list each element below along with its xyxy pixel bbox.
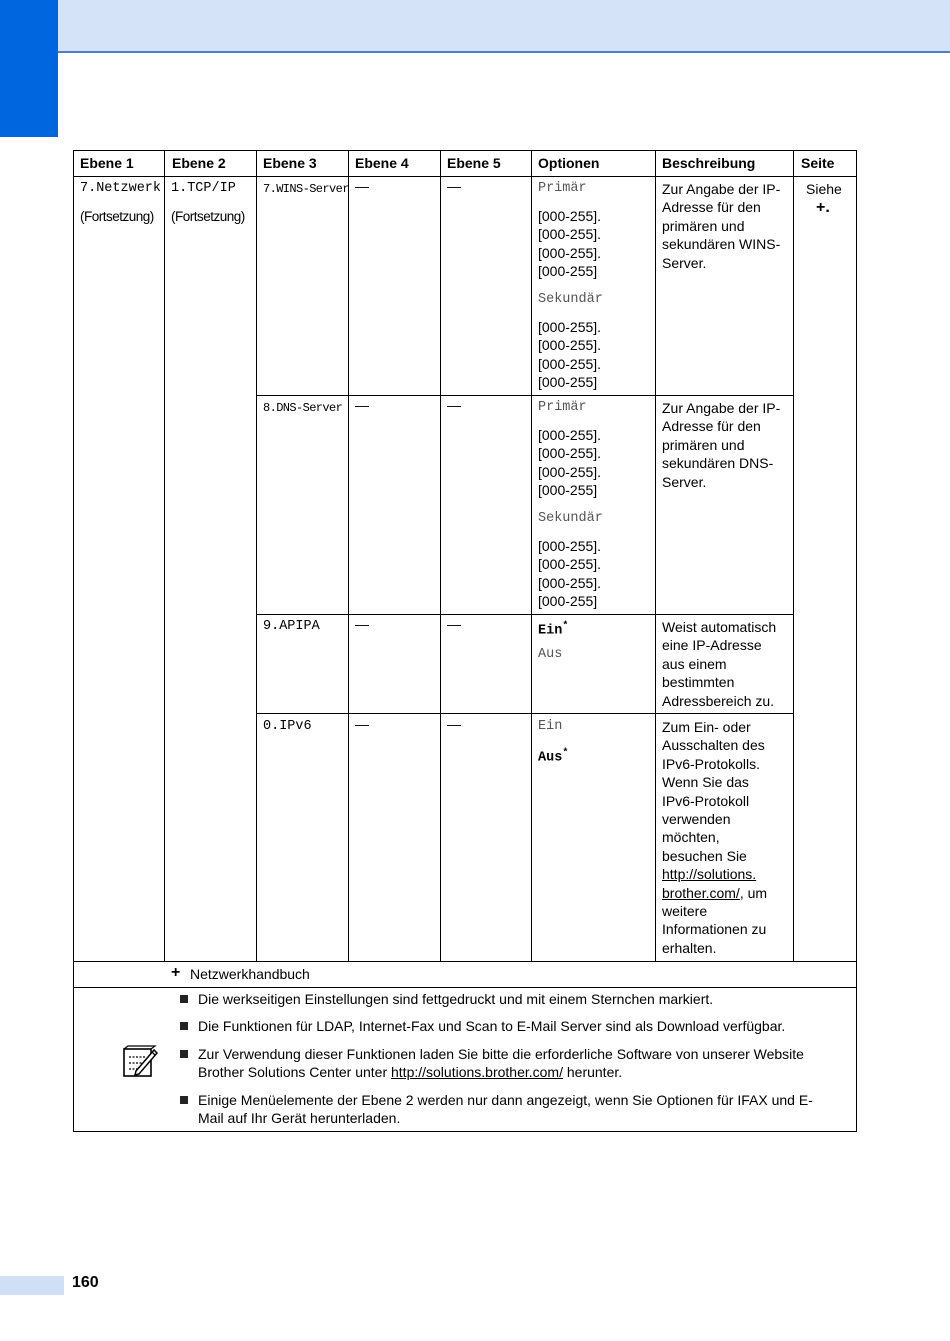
description-line: Zur Angabe der IP- bbox=[662, 181, 781, 197]
ebene5-dash: — bbox=[447, 616, 461, 632]
option-range: [000-255] bbox=[538, 374, 598, 391]
description-line: Weist automatisch bbox=[662, 619, 777, 635]
ebene5-dash: — bbox=[447, 397, 461, 413]
row-divider bbox=[256, 395, 794, 396]
column-divider bbox=[440, 150, 441, 962]
note-text: Einige Menüelemente der Ebene 2 werden nur dann angezeigt, wenn Sie Optionen für IFAX und E- bbox=[198, 1092, 813, 1108]
description-line: brother.com/, um bbox=[662, 884, 768, 901]
note-text: Die Funktionen für LDAP, Internet-Fax und Scan to E-Mail Server sind als Download verfügbar. bbox=[198, 1018, 786, 1034]
column-divider bbox=[164, 150, 165, 962]
description-line: Server. bbox=[662, 473, 707, 490]
ebene2-code: 1.TCP/IP bbox=[171, 181, 236, 196]
chapter-tab bbox=[0, 0, 58, 137]
option-aus-default: Aus* bbox=[538, 748, 569, 766]
note-text: Mail auf Ihr Gerät herunterladen. bbox=[198, 1110, 401, 1127]
description-line: Adressbereich zu. bbox=[662, 692, 775, 709]
square-bullet-icon bbox=[180, 1022, 188, 1030]
ebene1-continued: (Fortsetzung) bbox=[80, 209, 154, 224]
page-number-band bbox=[0, 1276, 64, 1295]
option-range: [000-255]. bbox=[538, 337, 602, 354]
ebene4-dash: — bbox=[355, 178, 369, 194]
note-text: Brother Solutions Center unter http://solutions.brother.com/ herunter. bbox=[198, 1064, 623, 1081]
header-seite: Seite bbox=[801, 155, 835, 171]
ebene2-continued: (Fortsetzung) bbox=[171, 209, 245, 224]
description-line: Wenn Sie das bbox=[662, 774, 749, 791]
header-ebene4: Ebene 4 bbox=[355, 155, 409, 171]
ebene4-dash: — bbox=[355, 616, 369, 632]
ebene3-wins-server: 7.WINS-Server bbox=[263, 182, 349, 196]
ebene1-code: 7.Netzwerk bbox=[80, 181, 162, 196]
solutions-link[interactable]: http://solutions. bbox=[662, 866, 757, 883]
header-band bbox=[0, 0, 950, 53]
column-divider bbox=[348, 150, 349, 962]
row-divider bbox=[256, 614, 794, 615]
square-bullet-icon bbox=[180, 1096, 188, 1104]
option-range: [000-255]. bbox=[538, 538, 602, 554]
description-line: weitere bbox=[662, 903, 708, 919]
header-ebene2: Ebene 2 bbox=[172, 155, 226, 171]
header-divider bbox=[73, 176, 857, 177]
option-range: [000-255]. bbox=[538, 556, 602, 573]
header-beschreibung: Beschreibung bbox=[662, 155, 756, 171]
option-range: [000-255]. bbox=[538, 427, 602, 443]
description-line: Informationen zu bbox=[662, 921, 767, 938]
note-box-divider bbox=[73, 987, 857, 988]
note-text: Die werkseitigen Einstellungen sind fettgedruckt und mit einem Sternchen markiert. bbox=[198, 991, 714, 1007]
square-bullet-icon bbox=[180, 1050, 188, 1058]
table-bottom-divider bbox=[73, 961, 857, 962]
description-line: Server. bbox=[662, 254, 707, 271]
ebene3-ipv6: 0.IPv6 bbox=[263, 719, 312, 734]
option-aus: Aus bbox=[538, 647, 563, 662]
header-ebene1: Ebene 1 bbox=[80, 155, 134, 171]
description-line: primären und bbox=[662, 217, 745, 234]
header-ebene3: Ebene 3 bbox=[263, 155, 317, 171]
option-sekundaer: Sekundär bbox=[538, 292, 603, 307]
option-range: [000-255]. bbox=[538, 355, 602, 372]
solutions-link[interactable]: brother.com/ bbox=[662, 884, 740, 901]
description-line: aus einem bbox=[662, 655, 727, 672]
column-divider bbox=[256, 150, 257, 962]
option-ein: Ein bbox=[538, 719, 563, 734]
option-primaer: Primär bbox=[538, 181, 587, 196]
option-range: [000-255]. bbox=[538, 319, 602, 335]
solutions-center-link[interactable]: http://solutions.brother.com/ bbox=[391, 1064, 563, 1081]
square-bullet-icon bbox=[180, 995, 188, 1003]
description-line: möchten, bbox=[662, 829, 720, 846]
option-range: [000-255]. bbox=[538, 208, 602, 224]
column-divider bbox=[793, 150, 794, 962]
network-manual-reference[interactable]: Netzwerkhandbuch bbox=[190, 966, 310, 982]
note-text: Zur Verwendung dieser Funktionen laden Sie bitte die erforderliche Software von unserer Website bbox=[198, 1046, 804, 1062]
option-sekundaer: Sekundär bbox=[538, 511, 603, 526]
column-divider bbox=[655, 150, 656, 962]
description-line: besuchen Sie bbox=[662, 847, 747, 864]
description-line: sekundären DNS- bbox=[662, 455, 774, 472]
seite-reference-icon: +. bbox=[816, 199, 830, 216]
option-range: [000-255] bbox=[538, 263, 598, 280]
note-pencil-icon bbox=[122, 1044, 158, 1078]
ebene5-dash: — bbox=[447, 716, 461, 732]
description-line: primären und bbox=[662, 436, 745, 453]
ebene3-dns-server: 8.DNS-Server bbox=[263, 401, 343, 415]
option-range: [000-255]. bbox=[538, 244, 602, 261]
option-range: [000-255]. bbox=[538, 445, 602, 462]
option-range: [000-255]. bbox=[538, 463, 602, 480]
ebene4-dash: — bbox=[355, 716, 369, 732]
ebene5-dash: — bbox=[447, 178, 461, 194]
header-optionen: Optionen bbox=[538, 155, 600, 171]
description-line: IPv6-Protokolls. bbox=[662, 755, 761, 772]
description-line: Zum Ein- oder bbox=[662, 719, 751, 735]
description-line: Zur Angabe der IP- bbox=[662, 400, 781, 416]
option-ein-default: Ein* bbox=[538, 621, 569, 639]
description-line: verwenden bbox=[662, 811, 731, 827]
description-line: Adresse für den bbox=[662, 199, 761, 216]
ebene3-apipa: 9.APIPA bbox=[263, 619, 320, 634]
option-range: [000-255]. bbox=[538, 226, 602, 243]
cross-reference-icon: + bbox=[171, 964, 181, 981]
description-line: sekundären WINS- bbox=[662, 236, 781, 253]
description-line: Ausschalten des bbox=[662, 737, 765, 754]
description-line: bestimmten bbox=[662, 674, 735, 691]
option-range: [000-255] bbox=[538, 482, 598, 499]
page-number: 160 bbox=[72, 1274, 99, 1291]
seite-text: Siehe bbox=[806, 181, 842, 197]
description-line: Adresse für den bbox=[662, 418, 761, 435]
ebene4-dash: — bbox=[355, 397, 369, 413]
option-range: [000-255]. bbox=[538, 574, 602, 591]
description-line: erhalten. bbox=[662, 939, 717, 956]
description-line: eine IP-Adresse bbox=[662, 637, 762, 654]
row-divider bbox=[256, 713, 794, 714]
option-range: [000-255] bbox=[538, 593, 598, 610]
column-divider bbox=[531, 150, 532, 962]
description-line: IPv6-Protokoll bbox=[662, 792, 750, 809]
option-primaer: Primär bbox=[538, 400, 587, 415]
header-ebene5: Ebene 5 bbox=[447, 155, 501, 171]
